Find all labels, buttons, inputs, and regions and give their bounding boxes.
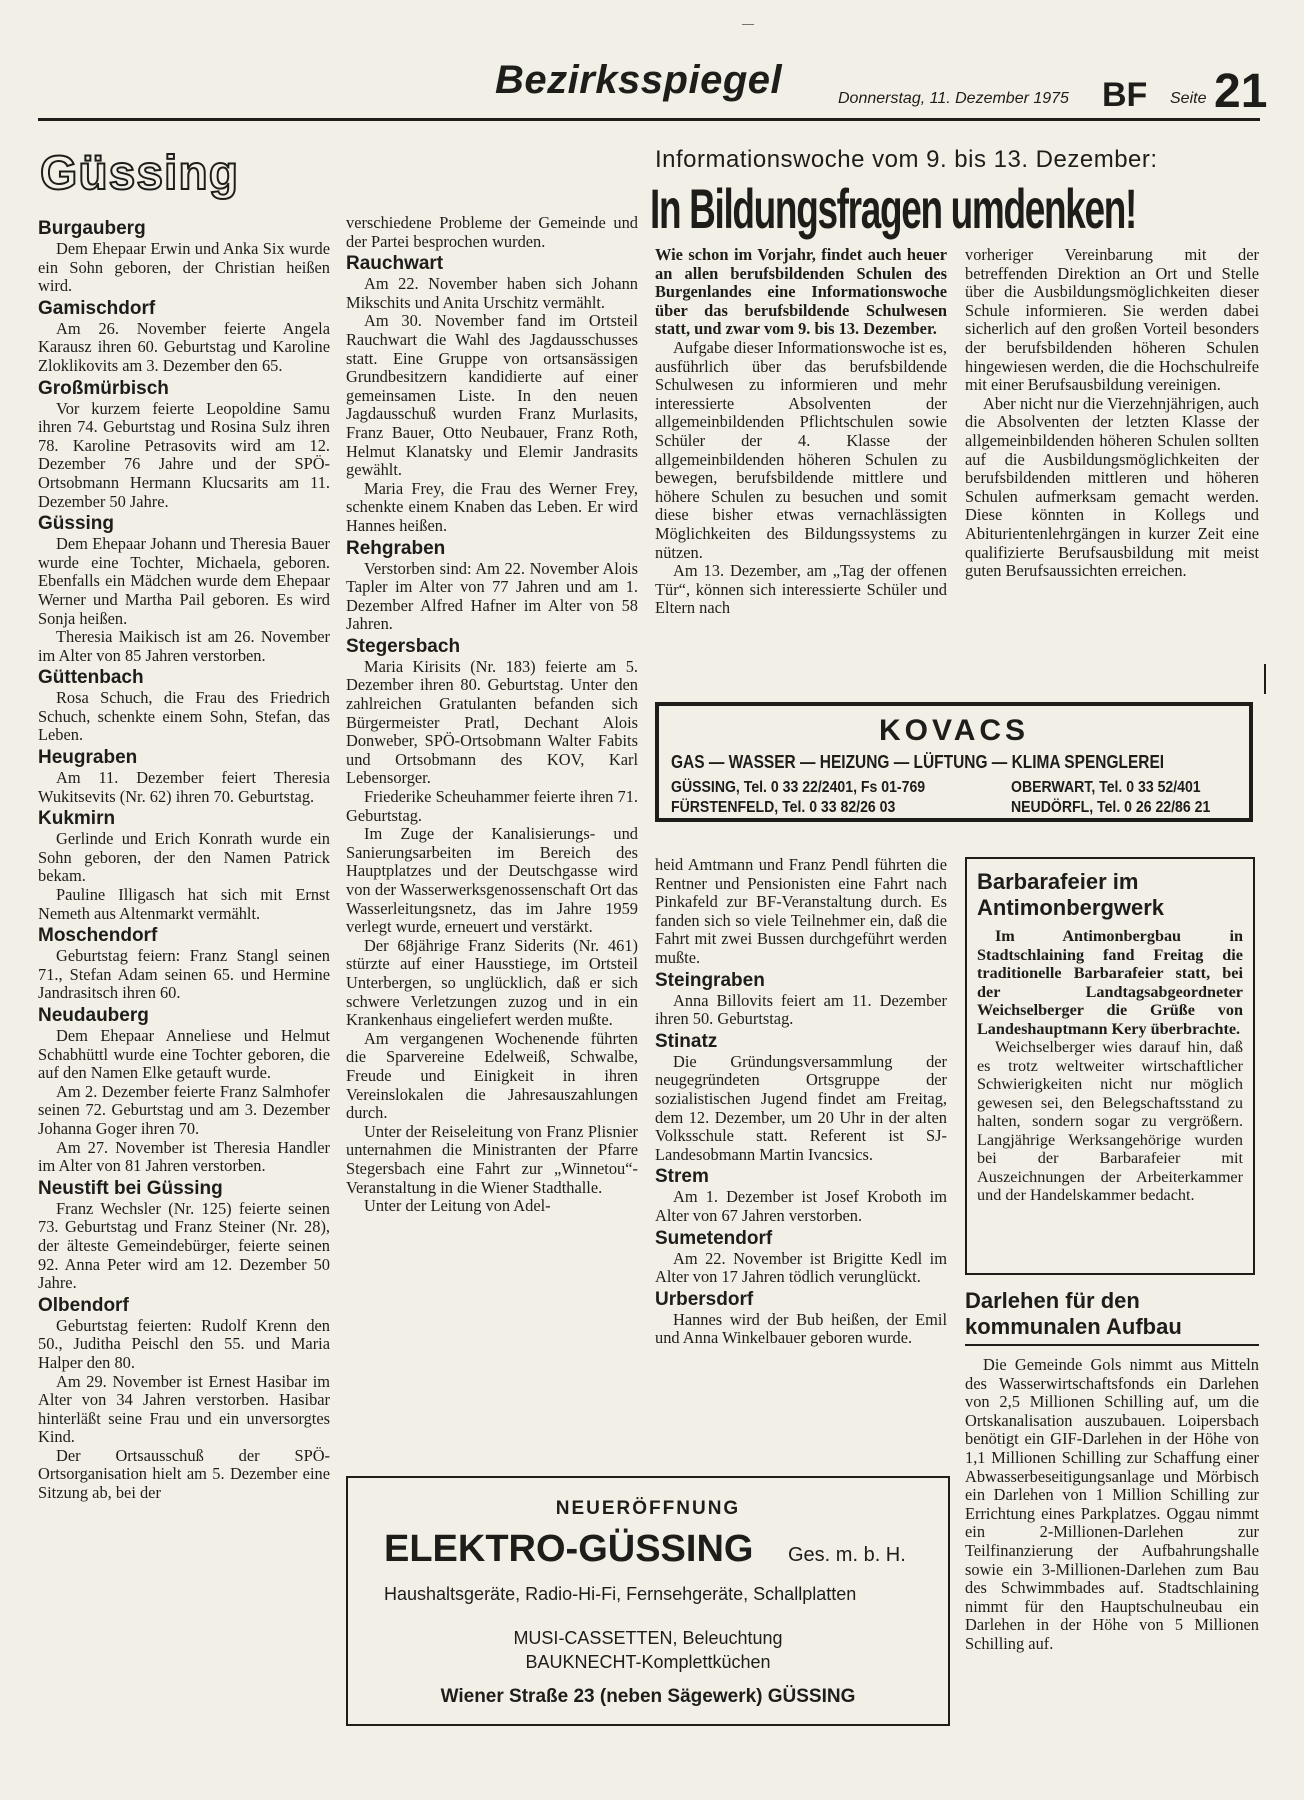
place-heading: Strem <box>655 1166 709 1188</box>
article-paragraph: Pauline Illigasch hat sich mit Ernst Nemeth aus Altenmarkt vermählt. <box>38 885 330 923</box>
article-paragraph: heid Amtmann und Franz Pendl führten die Rentner und Pensionisten eine Fahrt nach Pinkafeld zur BF-Veranstaltung durch. Es fanden sich so viele Teilnehmer ein, daß die Fahrt mit zwei Bussen durchgeführt werden mußte. <box>655 855 947 967</box>
darlehen-body <box>965 1356 1259 1654</box>
place-heading: Güssing <box>38 513 115 535</box>
article-paragraph: Maria Frey, die Frau des Werner Frey, schenkte einem Knaben das Leben. Er wird Hannes heißen. <box>346 478 638 535</box>
article-paragraph: Verstorben sind: Am 22. November Alois Tapler im Alter von 77 Jahren und am 1. Dezember Alfred Hafner im Alter von 58 Jahren. <box>346 558 638 634</box>
article-paragraph: Am 13. Dezember, am „Tag der offenen Tür“, können sich interessierte Schüler und Eltern nach <box>655 561 947 618</box>
article-paragraph: Dem Ehepaar Erwin und Anka Six wurde ein Sohn geboren, der Christian heißen wird. <box>38 239 330 296</box>
article-paragraph: Anna Billovits feiert am 11. Dezember ihren 50. Geburtstag. <box>655 990 947 1029</box>
page-mark: — <box>742 16 754 30</box>
place-heading: Neudauberg <box>38 1005 149 1026</box>
article-paragraph: Dem Ehepaar Johann und Theresia Bauer wurde eine Tochter, Michaela, geboren. Ebenfalls ein Mädchen wurde dem Ehepaar Werner und Martha Pail geboren. Es wird Sonja heißen. <box>38 534 330 628</box>
advert-elektro-address: Wiener Straße 23 (neben Sägewerk) GÜSSING <box>440 1686 856 1707</box>
article-paragraph: Vor kurzem feierte Leopoldine Samu ihren 74. Geburtstag und Rosina Sulz ihren 78. Karoline Petrasovits wird am 12. Dezember 76 Jahre und der SPÖ-Ortsobmann Hermann Klucsarits am 11. Dezember 50 Jahre. <box>38 398 330 511</box>
article-paragraph: Unter der Leitung von Adel- <box>364 1196 551 1216</box>
advert-elektro-company-form: Ges. m. b. H. <box>788 1544 906 1566</box>
article-paragraph: Am vergangenen Wochenende führten die Sparvereine Edelweiß, Schwalbe, Freude und Einigkeit in ihren Vereinslokalen die Jahresauszahlungen durch. <box>346 1028 638 1123</box>
article-paragraph: Theresia Maikisch ist am 26. November im Alter von 85 Jahren verstorben. <box>38 627 330 665</box>
advert-kovacs-address: FÜRSTENFELD, Tel. 0 33 82/26 03 <box>671 799 896 816</box>
section-title: Bezirksspiegel <box>495 58 783 102</box>
advert-elektro-brand: ELEKTRO-GÜSSING <box>384 1528 754 1570</box>
place-heading: Urbersdorf <box>655 1288 754 1310</box>
place-heading: Olbendorf <box>38 1294 129 1316</box>
article-paragraph: Unter der Reiseleitung von Franz Plisnier unternahmen die Ministranten der Pfarre Stegersbach eine Fahrt zur „Winnetou“-Veranstaltung in die Wiener Stadthalle. <box>346 1121 638 1197</box>
article-paragraph: Am 11. Dezember feiert Theresia Wukitsevits (Nr. 62) ihren 70. Geburtstag. <box>38 768 330 806</box>
place-heading: Burgauberg <box>38 218 146 239</box>
column-2 <box>346 214 638 1216</box>
article-paragraph: Franz Wechsler (Nr. 125) feierte seinen 73. Geburtstag und Franz Steiner (Nr. 28), der älteste Gemeindebürger, feierte seinen 92. Anna Peter wird am 12. Dezember 50 Jahre. <box>38 1198 330 1293</box>
region-logo: Güssing <box>40 147 240 200</box>
column-1 <box>38 216 330 1503</box>
darlehen-title <box>965 1288 1182 1340</box>
place-heading: Stegersbach <box>346 635 461 657</box>
issue-date: Donnerstag, 11. Dezember 1975 <box>838 90 1069 107</box>
feature-column-1 <box>655 246 947 618</box>
place-heading: Steingraben <box>655 969 765 991</box>
margin-mark <box>1264 664 1266 694</box>
advert-kovacs-address: NEUDÖRFL, Tel. 0 26 22/86 21 <box>1011 799 1211 816</box>
article-paragraph: Am 27. November ist Theresia Handler im Alter von 81 Jahren verstorben. <box>38 1137 330 1176</box>
article-paragraph: Geburtstag feiern: Franz Stangl seinen 71., Stefan Adam seinen 65. und Hermine Jandrasitsch ihren 60. <box>38 946 330 1003</box>
article-paragraph: Der 68jährige Franz Siderits (Nr. 461) stürzte auf einer Hausstiege, im Ortsteil Unterbergen, so unglücklich, daß er sich schwere Verletzungen zuzog und in ein Krankenhaus eingeliefert werden mußte. <box>346 935 638 1030</box>
place-heading: Rehgraben <box>346 537 446 559</box>
page-number: 21 <box>1214 65 1268 118</box>
advert-elektro-products: Haushaltsgeräte, Radio-Hi-Fi, Fernsehgeräte, Schallplatten <box>384 1584 857 1604</box>
feature-kicker: Informationswoche vom 9. bis 13. Dezember: <box>655 146 1158 173</box>
article-paragraph: Am 22. November ist Brigitte Kedl im Alter von 17 Jahren tödlich verunglückt. <box>655 1248 947 1287</box>
article-paragraph: Friederike Scheuhammer feierte ihren 71. Geburtstag. <box>346 787 638 825</box>
article-paragraph: Am 30. November fand im Ortsteil Rauchwart die Wahl des Jagdausschusses statt. Eine Gruppe von ortsansässigen Grundbesitzern kandidierte auf einer gemeinsamen Liste. In den neuen Jagdausschuß wurden Franz Murlasits, Franz Bauer, Otto Neubauer, Franz Roth, Helmut Klanatsky und Elemir Jandrasits gewählt. <box>346 311 638 480</box>
advert-kovacs-name: KOVACS <box>878 714 1030 747</box>
advert-elektro-guessing <box>346 1476 950 1726</box>
darlehen-title-line: Darlehen für den <box>965 1288 1140 1313</box>
article-paragraph: Am 2. Dezember feierte Franz Salmhofer seinen 72. Geburtstag und am 3. Dezember Johanna Goger ihren 70. <box>38 1081 330 1138</box>
article-paragraph: Am 22. November haben sich Johann Mikschits und Anita Urschitz vermählt. <box>346 274 638 312</box>
barbarafeier-lead: Im Antimonbergbau in Stadtschlaining fand Freitag die traditionelle Barbarafeier statt, bei der Landtagsabgeordneter Weichselberger die Grüße von Landeshauptmann Kery überbrachte. <box>977 927 1243 1038</box>
advert-kovacs-address: GÜSSING, Tel. 0 33 22/2401, Fs 01-769 <box>671 779 926 796</box>
advert-kovacs-address: OBERWART, Tel. 0 33 52/401 <box>1011 779 1201 796</box>
advert-elektro-products-2: MUSI-CASSETTEN, Beleuchtung <box>513 1628 783 1648</box>
article-paragraph: Aufgabe dieser Informationswoche ist es, ausführlich über das berufsbildende Schulwesen zu informieren und mehr interessierte Absolventen der allgemeinbildenden Pflichtschulen sowie Schüler der 4. Klasse der allgemeinbildenden höheren Schulen zu bewegen, berufsbildende mittlere und höhere Schulen zu besuchen und somit diese bisher etwas vernachlässigten Möglichkeiten des Bildungssystems zu nützen. <box>655 337 947 562</box>
darlehen-title-line: kommunalen Aufbau <box>965 1314 1182 1339</box>
advert-kovacs-trades: GAS — WASSER — HEIZUNG — LÜFTUNG — KLIMA SPENGLEREI <box>671 752 1165 772</box>
article-paragraph: Wie schon im Vorjahr, findet auch heuer an allen berufsbildenden Schulen des Burgenlandes eine Informationswoche über das berufsbildende Schulwesen statt, und zwar vom 9. bis 13. Dezember. <box>655 245 947 339</box>
place-heading: Neustift bei Güssing <box>38 1177 223 1199</box>
advert-kovacs-addresses-left <box>671 778 925 818</box>
darlehen-rule <box>965 1344 1259 1346</box>
article-paragraph: vorheriger Vereinbarung mit der betreffenden Direktion an Ort und Stelle über die Ausbildungsmöglichkeiten dieser Schule informieren. Sie werden dabei sicherlich auf den großen Vorteil besonders der berufsbildenden höheren Schulen hingewiesen werden, die die Hochschulreife mit einer Berufsausbildung vereinigen. <box>965 245 1259 395</box>
article-paragraph: Maria Kirisits (Nr. 183) feierte am 5. Dezember ihren 80. Geburtstag. Unter den zahlreichen Gratulanten befanden sich Bürgermeister Pratl, Dechant Alois Donweber, SPÖ-Ortsobmann Walter Fabits und Ortsobmann des KOV, Karl Lebensorger. <box>346 656 638 788</box>
barbarafeier-title: Barbarafeier im Antimonbergwerk <box>977 869 1165 920</box>
place-heading: Moschendorf <box>38 925 158 947</box>
article-paragraph: verschiedene Probleme der Gemeinde und der Partei besprochen wurden. <box>346 213 638 251</box>
advert-elektro-products-3: BAUKNECHT-Komplettküchen <box>525 1652 771 1672</box>
feature-column-2 <box>965 246 1259 581</box>
article-paragraph: Am 26. November feierte Angela Karausz ihren 60. Geburtstag und Karoline Zloklikovits am 3. Dezember den 65. <box>38 318 330 375</box>
place-heading: Stinatz <box>655 1030 718 1052</box>
barbarafeier-box <box>965 857 1255 1275</box>
article-paragraph: Die Gründungsversammlung der neugegründeten Ortsgruppe der sozialistischen Jugend findet am Freitag, dem 12. Dezember, um 20 Uhr in der alten Volksschule statt. Referent ist SJ-Landesobmann Martin Ivancsics. <box>655 1051 947 1164</box>
article-paragraph: Geburtstag feierten: Rudolf Krenn den 50., Juditha Peischl den 55. und Maria Halper den 80. <box>38 1315 330 1372</box>
feature-headline: In Bildungsfragen umdenken! <box>650 177 1136 240</box>
advert-kovacs-addresses-right <box>1011 778 1210 818</box>
barbarafeier-body: Weichselberger wies darauf hin, daß es trotz weltweiter wirtschaftlicher Schwierigkeiten nicht nur möglich gewesen sei, den Belegschaftsstand zu halten, sondern sogar zu vergrößern. Langjährige Werksangehörige wurden bei der Barbarafeier mit Auszeichnungen der Arbeiterkammer und der Handelskammer bedacht. <box>977 1038 1243 1204</box>
article-paragraph: Am 29. November ist Ernest Hasibar im Alter von 34 Jahren verstorben. Hasibar hinterläßt seine Frau und ein unversorgtes Kind. <box>38 1371 330 1447</box>
article-paragraph: Hannes wird der Bub heißen, der Emil und Anna Winkelbauer geboren wurde. <box>655 1309 947 1348</box>
article-paragraph: Dem Ehepaar Anneliese und Helmut Schabhüttl wurde eine Tochter geboren, die auf den Namen Elke getauft wurde. <box>38 1026 330 1083</box>
article-paragraph: Der Ortsausschuß der SPÖ-Ortsorganisation hielt am 5. Dezember eine Sitzung ab, bei der <box>38 1445 330 1503</box>
column-3-continued <box>655 856 947 1348</box>
place-heading: Güttenbach <box>38 667 144 689</box>
header-rule <box>38 118 1260 121</box>
place-heading: Heugraben <box>38 747 138 769</box>
place-heading: Sumetendorf <box>655 1227 773 1249</box>
article-paragraph: Gerlinde und Erich Konrath wurde ein Sohn geboren, der den Namen Patrick bekam. <box>38 829 330 886</box>
place-heading: Großmürbisch <box>38 377 169 399</box>
newspaper-brand: BF <box>1102 76 1148 114</box>
place-heading: Gamischdorf <box>38 297 156 319</box>
article-paragraph: Rosa Schuch, die Frau des Friedrich Schuch, schenkte einem Sohn, Stefan, das Leben. <box>38 688 330 745</box>
place-heading: Kukmirn <box>38 808 116 830</box>
advert-kovacs <box>655 702 1253 822</box>
article-paragraph: Aber nicht nur die Vierzehnjährigen, auch die Absolventen der letzten Klasse der allgemeinbildenden höheren Schulen sollten auf die Ausbildungsmöglichkeiten der berufsbildenden mittleren und höheren Schulen aufmerksam gemacht werden. Diese könnten in Kollegs und Abiturientenlehrgängen in kurzer Zeit eine qualifizierte Berufsausbildung mit meist guten Berufsaussichten erreichen. <box>965 393 1259 581</box>
article-paragraph: Im Zuge der Kanalisierungs- und Sanierungsarbeiten im Bereich des Hauptplatzes und der Deutschgasse wird von der Wasserwerksgenossenschaft Ort das Wasserleitungsnetz, das im Jahre 1959 verlegt wurde, erneuert und verstärkt. <box>346 824 638 937</box>
page-label: Seite <box>1170 90 1207 107</box>
place-heading: Rauchwart <box>346 253 444 275</box>
article-paragraph: Am 1. Dezember ist Josef Kroboth im Alter von 67 Jahren verstorben. <box>655 1187 947 1225</box>
darlehen-paragraph: Die Gemeinde Gols nimmt aus Mitteln des Wasserwirtschaftsfonds ein Darlehen von 2,5 Millionen Schilling auf, um die Ortskanalisation auszubauen. Loipersbach benötigt ein GIF-Darlehen in der Höhe von 1,1 Millionen Schilling zur Schaffung einer Abwasserbeseitigungsanlage und Mörbisch ein Darlehen von 1 Million Schilling zur Errichtung eines Parkplatzes. Oggau nimmt ein 2-Millionen-Darlehen zur Teilfinanzierung der Aufbahrungshalle sowie ein 3-Millionen-Darlehen zum Bau des Schwimmbades auf. Stadtschlaining nimmt für den Hauptschulneubau ein Darlehen in der Höhe von 5 Millionen Schilling auf. <box>965 1355 1259 1653</box>
advert-elektro-opening: NEUERÖFFNUNG <box>555 1498 741 1519</box>
